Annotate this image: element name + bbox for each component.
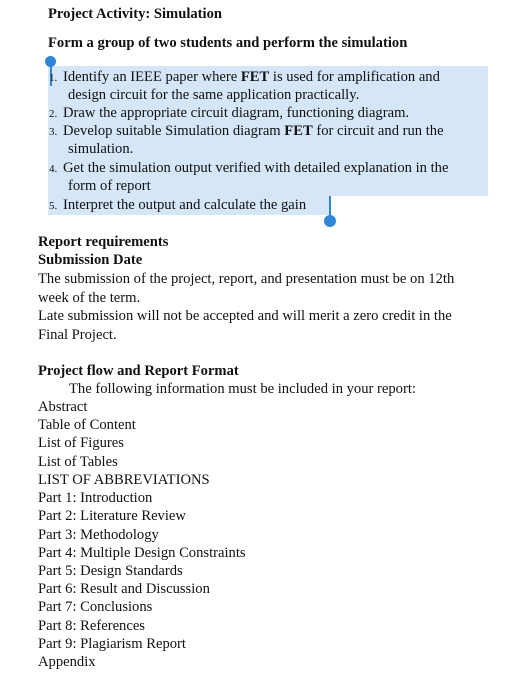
submission-date-title: Submission Date [38,252,143,268]
list-item: Part 3: Methodology [38,527,159,543]
list-item: Part 9: Plagiarism Report [38,636,186,652]
list-text: simulation. [68,141,134,157]
list-item: Part 1: Introduction [38,490,153,506]
report-format-title: Project flow and Report Format [38,363,239,379]
list-text: Interpret the output and calculate the gain [63,197,307,213]
list-item: List of Tables [38,454,118,470]
list-number: 3. [49,126,58,138]
list-item: Table of Content [38,417,136,433]
list-item: Appendix [38,654,96,670]
list-text: Identify an IEEE paper where FET is used for amplification and [63,69,440,85]
list-item: Part 2: Literature Review [38,508,186,524]
list-item: List of Figures [38,435,124,451]
list-text: Get the simulation output verified with detailed explanation in the [63,160,449,176]
page-title: Project Activity: Simulation [48,6,223,22]
list-text: Draw the appropriate circuit diagram, functioning diagram. [63,105,410,121]
report-format-intro: The following information must be included in your report: [69,381,416,397]
list-number: 5. [49,200,58,212]
list-number: 1. [49,72,58,84]
list-item: Abstract [38,399,88,415]
list-item: Part 6: Result and Discussion [38,581,210,597]
selection-end-handle[interactable] [324,215,336,227]
list-number: 4. [49,163,58,175]
submission-text: week of the term. [38,290,141,306]
section-subheading: Form a group of two students and perform the simulation [48,35,408,51]
late-submission-text: Final Project. [38,327,117,343]
list-item: Part 4: Multiple Design Constraints [38,545,246,561]
submission-text: The submission of the project, report, and presentation must be on 12th [38,271,455,287]
report-requirements-title: Report requirements [38,234,169,250]
late-submission-text: Late submission will not be accepted and will merit a zero credit in the [38,308,452,324]
list-text: form of report [68,178,151,194]
list-text: design circuit for the same application practically. [68,87,360,103]
list-item: Part 8: References [38,618,145,634]
list-text: Develop suitable Simulation diagram FET for circuit and run the [63,123,444,139]
list-number: 2. [49,108,58,120]
list-item: Part 5: Design Standards [38,563,183,579]
list-item: LIST OF ABBREVIATIONS [38,472,210,488]
list-item: Part 7: Conclusions [38,599,153,615]
selection-start-handle[interactable] [45,56,56,67]
